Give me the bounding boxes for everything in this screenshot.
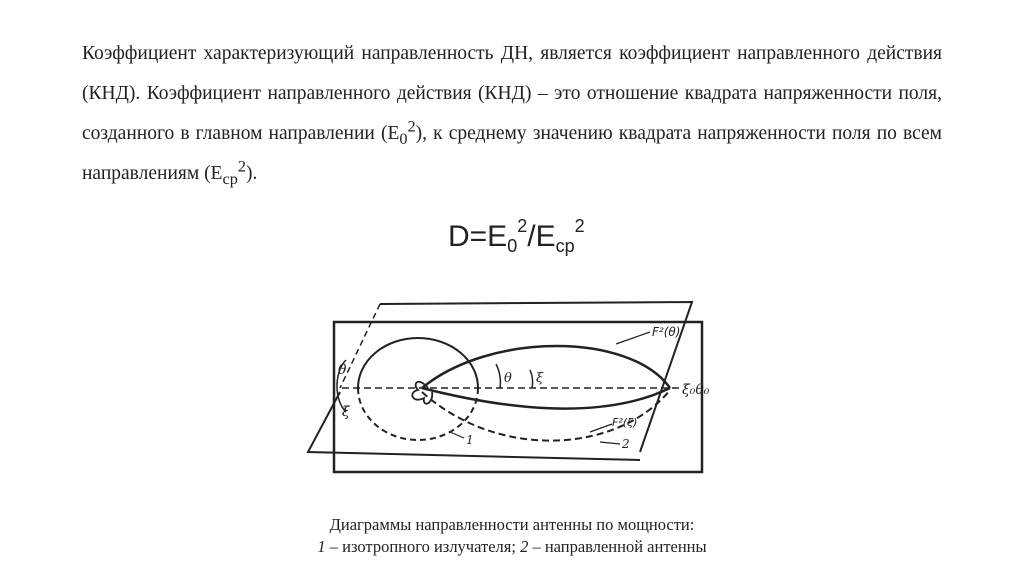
superscript-2: 2 bbox=[407, 117, 416, 136]
description-paragraph bbox=[82, 34, 942, 194]
superscript-2b: 2 bbox=[237, 157, 246, 176]
paragraph-text-3: ). bbox=[245, 163, 258, 184]
horizontal-plane-edge bbox=[308, 392, 640, 460]
caption-num-2: 2 bbox=[520, 537, 529, 556]
label-xi-left: ξ bbox=[342, 404, 350, 420]
directivity-formula bbox=[448, 216, 585, 256]
label-f-xi: F²(ξ) bbox=[612, 416, 638, 429]
isotropic-circle-top bbox=[358, 338, 478, 388]
label-1: 1 bbox=[466, 433, 474, 447]
label-f-theta: F²(θ) bbox=[652, 325, 681, 339]
subscript-sr: ср bbox=[222, 169, 238, 188]
subscript-0: 0 bbox=[399, 129, 408, 148]
main-lobe-vertical-bottom bbox=[422, 388, 670, 409]
caption-text-2: – направленной антенны bbox=[528, 537, 707, 556]
caption-text-1: – изотропного излучателя; bbox=[325, 537, 521, 556]
label-xi-mid: ξ bbox=[536, 371, 544, 386]
label-axis: ξ₀θ₀ bbox=[682, 382, 710, 398]
formula-sup-2b: 2 bbox=[574, 216, 585, 236]
formula-sup-2: 2 bbox=[517, 216, 528, 236]
theta-arc-mid bbox=[496, 364, 500, 388]
label-theta-mid: θ bbox=[504, 371, 512, 386]
caption-line-2 bbox=[262, 536, 762, 558]
caption-num-1: 1 bbox=[317, 537, 326, 556]
label-2: 2 bbox=[622, 437, 630, 451]
radiation-pattern-diagram bbox=[300, 292, 720, 482]
leader-1 bbox=[450, 432, 464, 438]
xi-arc-mid bbox=[530, 370, 533, 388]
label-theta-left: θ bbox=[338, 362, 347, 378]
formula-sub-0: 0 bbox=[507, 236, 518, 256]
formula-lhs: D=E bbox=[448, 220, 508, 253]
leader-2 bbox=[600, 442, 620, 444]
caption-line-1: Диаграммы направленности антенны по мощности: bbox=[329, 515, 695, 534]
formula-slash: /E bbox=[527, 220, 556, 253]
paragraph-text-1: Коэффициент характеризующий направленность ДН, является коэффициент направленного действия (КНД). Коэффициент направленного действия (КНД) – это отношение квадрата напряженности поля, созданного в главном направлении (E bbox=[82, 43, 942, 144]
leader-f-theta bbox=[616, 332, 650, 344]
formula-sub-sr: ср bbox=[555, 236, 575, 256]
paragraph-text-2: ), к среднему значению квадрата напряженности поля по всем направлениям (E bbox=[82, 123, 942, 184]
figure-caption bbox=[262, 514, 762, 558]
